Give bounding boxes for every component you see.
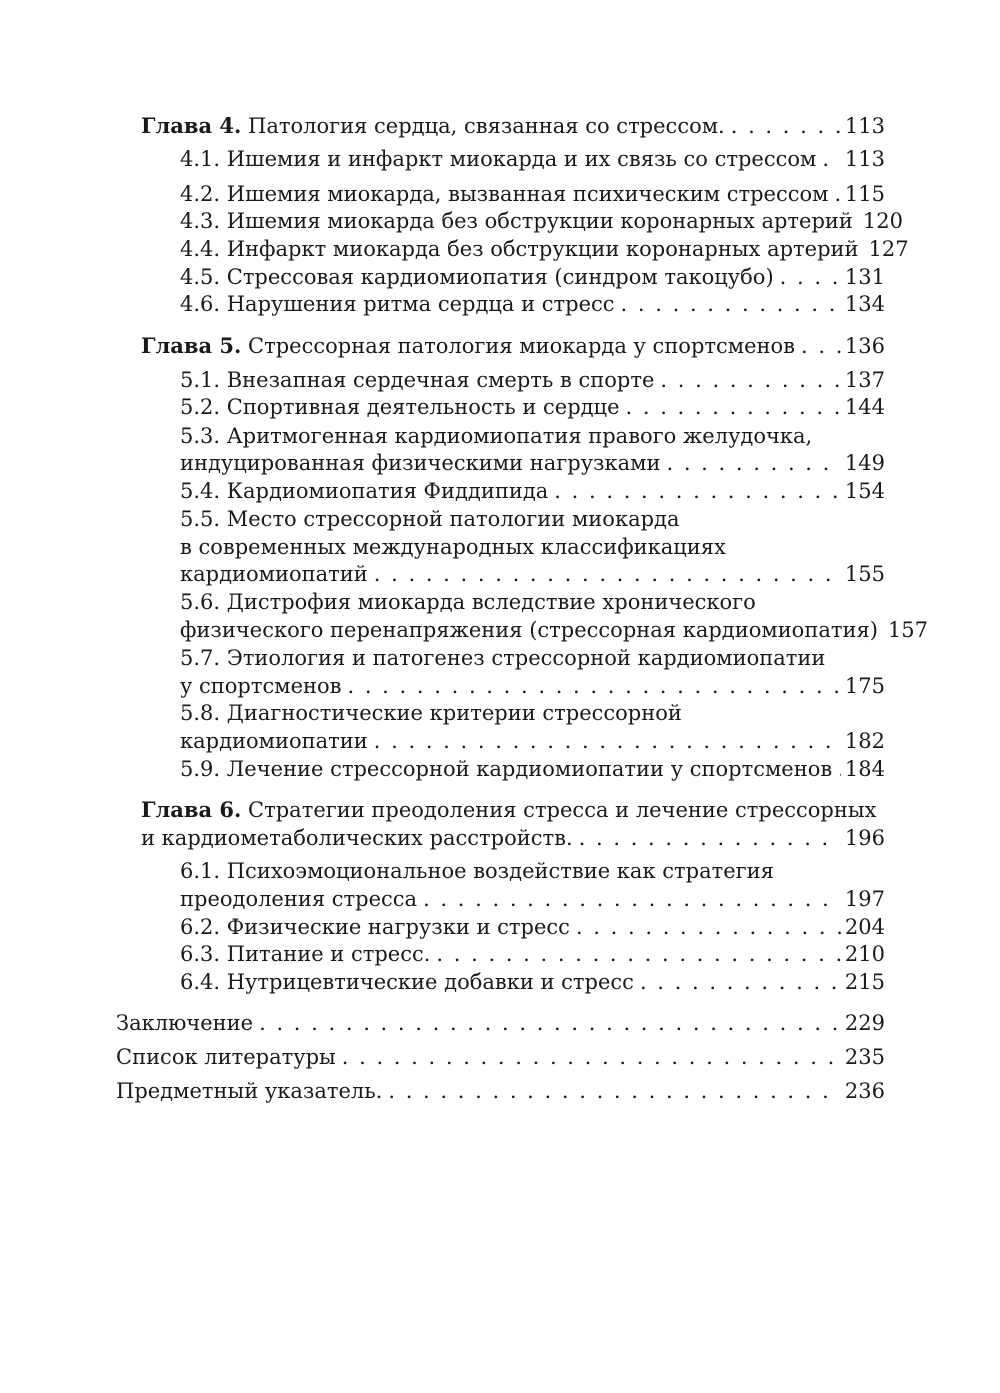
toc-entry-6-4[interactable] — [180, 968, 885, 996]
toc-entry-6-1[interactable] — [180, 885, 885, 913]
dot-leader — [436, 940, 840, 968]
page-number: 136 — [844, 334, 885, 358]
page-number: 184 — [844, 757, 885, 781]
page-number: 113 — [844, 114, 885, 138]
page-number: 144 — [844, 395, 885, 419]
page-number: 154 — [844, 479, 885, 503]
entry-title: у спортсменов — [180, 674, 342, 698]
toc-entry-5-2[interactable] — [180, 393, 885, 421]
entry-title: 6.4. Нутрицевтические добавки и стресс — [180, 970, 634, 994]
entry-title: 4.1. Ишемия и инфаркт миокарда и их связь со стрессом — [180, 147, 817, 171]
toc-entry-4-5[interactable] — [180, 263, 885, 291]
entry-title: Заключение — [116, 1011, 254, 1035]
entry-title: 5.1. Внезапная сердечная смерть в спорте — [180, 368, 655, 392]
toc-entry-5-6-line1: 5.6. Дистрофия миокарда вследствие хронического — [180, 590, 756, 614]
dot-leader — [666, 449, 840, 477]
entry-title: 4.6. Нарушения ритма сердца и стресс — [180, 292, 615, 316]
toc-entry-4-6[interactable] — [180, 290, 885, 318]
entry-title: 5.2. Спортивная деятельность и сердце — [180, 395, 620, 419]
chapter-title: Патология сердца, связанная со стрессом. — [248, 114, 725, 138]
dot-leader — [347, 672, 840, 700]
toc-entry-5-5-line2: в современных международных классификациях — [180, 535, 726, 559]
chapter-title: Стрессорная патология миокарда у спортсменов — [248, 334, 796, 358]
entry-title: 5.9. Лечение стрессорной кардиомиопатии у спортсменов — [180, 757, 833, 781]
dot-leader — [731, 112, 841, 140]
toc-entry-5-7[interactable] — [180, 672, 885, 700]
page-number: 120 — [862, 209, 903, 233]
page-number: 113 — [844, 147, 885, 171]
toc-entry-6-3[interactable] — [180, 940, 885, 968]
toc-subject-index[interactable] — [116, 1077, 885, 1105]
toc-entry-5-1[interactable] — [180, 366, 885, 394]
page-number: 236 — [844, 1079, 885, 1103]
dot-leader — [388, 1077, 841, 1105]
page-number: 137 — [844, 368, 885, 392]
toc-entry-4-2[interactable] — [180, 180, 885, 208]
entry-title: Список литературы — [116, 1045, 336, 1069]
toc-entry-5-7-line1: 5.7. Этиология и патогенез стрессорной кардиомиопатии — [180, 646, 826, 670]
page-number: 157 — [887, 618, 928, 642]
page-number: 210 — [844, 942, 885, 966]
toc-chapter-6-line1 — [141, 796, 876, 824]
page-number: 175 — [844, 674, 885, 698]
dot-leader — [579, 824, 841, 852]
page-number: 131 — [844, 265, 885, 289]
page-number: 182 — [844, 729, 885, 753]
toc-entry-5-5-line1: 5.5. Место стрессорной патологии миокарда — [180, 507, 680, 531]
dot-leader — [423, 885, 841, 913]
dot-leader — [342, 1043, 841, 1071]
toc-entry-4-3[interactable] — [180, 207, 903, 235]
entry-title: кардиомиопатии — [180, 729, 368, 753]
dot-leader — [621, 290, 841, 318]
entry-title: 5.4. Кардиомиопатия Фиддипида — [180, 479, 549, 503]
toc-entry-5-5[interactable] — [180, 560, 885, 588]
toc-conclusion[interactable] — [116, 1009, 885, 1037]
entry-title: 4.3. Ишемия миокарда без обструкции коронарных артерий — [180, 209, 853, 233]
chapter-label: Глава 4. — [141, 113, 242, 138]
toc-entry-4-4[interactable] — [180, 235, 909, 263]
page-number: 197 — [844, 887, 885, 911]
toc-entry-5-9[interactable] — [180, 755, 885, 783]
page-number: 229 — [844, 1011, 885, 1035]
entry-title: преодоления стресса — [180, 887, 418, 911]
dot-leader — [640, 968, 841, 996]
page-number: 155 — [844, 562, 885, 586]
toc-entry-6-2[interactable] — [180, 913, 885, 941]
chapter-label: Глава 6. — [141, 797, 242, 822]
dot-leader — [660, 366, 840, 394]
page-number: 215 — [844, 970, 885, 994]
page-number: 204 — [844, 915, 885, 939]
dot-leader — [801, 332, 841, 360]
chapter-title: и кардиометаболических расстройств. — [141, 826, 573, 850]
toc-entry-5-6[interactable] — [180, 616, 928, 644]
page-number: 134 — [844, 292, 885, 316]
chapter-title-line1: Стратегии преодоления стресса и лечение стрессорных — [248, 798, 877, 822]
toc-references[interactable] — [116, 1043, 885, 1071]
dot-leader — [838, 755, 841, 783]
toc-chapter-6[interactable] — [141, 824, 885, 852]
entry-title: 4.2. Ишемия миокарда, вызванная психическим стрессом — [180, 182, 829, 206]
dot-leader — [554, 477, 841, 505]
toc-entry-5-3[interactable] — [180, 449, 885, 477]
toc-chapter-4[interactable] — [141, 112, 885, 140]
page-number: 127 — [868, 237, 909, 261]
page-number: 115 — [844, 182, 885, 206]
dot-leader — [576, 913, 841, 941]
entry-title: 4.5. Стрессовая кардиомиопатия (синдром такоцубо) — [180, 265, 774, 289]
entry-title: индуцированная физическими нагрузками — [180, 451, 661, 475]
toc-entry-6-1-line1: 6.1. Психоэмоциональное воздействие как стратегия — [180, 859, 774, 883]
entry-title: кардиомиопатий — [180, 562, 368, 586]
dot-leader — [626, 393, 841, 421]
dot-leader — [780, 263, 841, 291]
dot-leader — [374, 560, 841, 588]
entry-title: Предметный указатель. — [116, 1079, 383, 1103]
dot-leader — [259, 1009, 841, 1037]
chapter-label: Глава 5. — [141, 333, 242, 358]
page-number: 149 — [844, 451, 885, 475]
dot-leader — [834, 180, 840, 208]
toc-entry-5-3-line1: 5.3. Аритмогенная кардиомиопатия правого желудочка, — [180, 424, 813, 448]
entry-title: 6.2. Физические нагрузки и стресс — [180, 915, 570, 939]
toc-entry-5-4[interactable] — [180, 477, 885, 505]
toc-chapter-5[interactable] — [141, 332, 885, 360]
page-number: 196 — [844, 826, 885, 850]
entry-title: 4.4. Инфаркт миокарда без обструкции коронарных артерий — [180, 237, 859, 261]
toc-entry-5-8[interactable] — [180, 727, 885, 755]
entry-title: 6.3. Питание и стресс. — [180, 942, 431, 966]
toc-entry-4-1[interactable] — [180, 145, 885, 173]
entry-title: физического перенапряжения (стрессорная кардиомиопатия) — [180, 618, 878, 642]
page-number: 235 — [844, 1045, 885, 1069]
toc-entry-5-8-line1: 5.8. Диагностические критерии стрессорной — [180, 701, 682, 725]
dot-leader — [374, 727, 841, 755]
dot-leader — [822, 145, 841, 173]
